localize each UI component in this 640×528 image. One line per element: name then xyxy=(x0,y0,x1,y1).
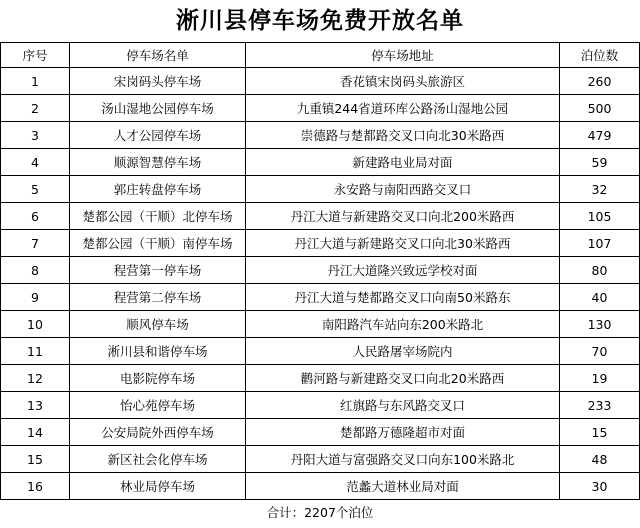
table-row xyxy=(1,284,640,311)
table-row xyxy=(1,230,640,257)
cell-index: 6 xyxy=(1,203,70,230)
cell-name: 公安局院外西停车场 xyxy=(70,419,246,446)
table-row xyxy=(1,473,640,500)
table-body xyxy=(1,68,640,500)
table-row xyxy=(1,203,640,230)
cell-spaces: 233 xyxy=(560,392,640,419)
cell-name: 人才公园停车场 xyxy=(70,122,246,149)
cell-spaces: 105 xyxy=(560,203,640,230)
table-row xyxy=(1,122,640,149)
cell-index: 11 xyxy=(1,338,70,365)
table-row xyxy=(1,446,640,473)
cell-address: 丹阳大道与富强路交叉口向东100米路北 xyxy=(246,446,560,473)
cell-index: 14 xyxy=(1,419,70,446)
cell-index: 10 xyxy=(1,311,70,338)
cell-spaces: 80 xyxy=(560,257,640,284)
cell-spaces: 59 xyxy=(560,149,640,176)
cell-spaces: 260 xyxy=(560,68,640,95)
cell-name: 顺源智慧停车场 xyxy=(70,149,246,176)
cell-name: 汤山湿地公园停车场 xyxy=(70,95,246,122)
cell-name: 郭庄转盘停车场 xyxy=(70,176,246,203)
cell-name: 楚都公园（干顺）北停车场 xyxy=(70,203,246,230)
header-address: 停车场地址 xyxy=(246,43,560,68)
table-row xyxy=(1,176,640,203)
cell-name: 顺风停车场 xyxy=(70,311,246,338)
cell-name: 楚都公园（干顺）南停车场 xyxy=(70,230,246,257)
table-header-row xyxy=(1,43,640,68)
header-index: 序号 xyxy=(1,43,70,68)
cell-address: 丹江大道与新建路交叉口向北200米路西 xyxy=(246,203,560,230)
cell-address: 南阳路汽车站向东200米路北 xyxy=(246,311,560,338)
table-row xyxy=(1,257,640,284)
cell-address: 范蠡大道林业局对面 xyxy=(246,473,560,500)
cell-index: 15 xyxy=(1,446,70,473)
cell-name: 林业局停车场 xyxy=(70,473,246,500)
cell-index: 4 xyxy=(1,149,70,176)
cell-address: 丹江大道与楚都路交叉口向南50米路东 xyxy=(246,284,560,311)
cell-name: 电影院停车场 xyxy=(70,365,246,392)
cell-spaces: 479 xyxy=(560,122,640,149)
cell-index: 5 xyxy=(1,176,70,203)
cell-address: 红旗路与东风路交叉口 xyxy=(246,392,560,419)
cell-spaces: 15 xyxy=(560,419,640,446)
cell-spaces: 500 xyxy=(560,95,640,122)
cell-address: 丹江大道隆兴致远学校对面 xyxy=(246,257,560,284)
cell-spaces: 30 xyxy=(560,473,640,500)
cell-index: 16 xyxy=(1,473,70,500)
cell-spaces: 70 xyxy=(560,338,640,365)
parking-table xyxy=(0,42,640,500)
cell-address: 九重镇244省道环库公路汤山湿地公园 xyxy=(246,95,560,122)
cell-name: 新区社会化停车场 xyxy=(70,446,246,473)
table-row xyxy=(1,149,640,176)
header-spaces: 泊位数 xyxy=(560,43,640,68)
cell-address: 香花镇宋岗码头旅游区 xyxy=(246,68,560,95)
cell-index: 1 xyxy=(1,68,70,95)
cell-spaces: 48 xyxy=(560,446,640,473)
cell-index: 2 xyxy=(1,95,70,122)
table-row xyxy=(1,419,640,446)
cell-address: 丹江大道与新建路交叉口向北30米路西 xyxy=(246,230,560,257)
cell-index: 12 xyxy=(1,365,70,392)
cell-address: 人民路屠宰场院内 xyxy=(246,338,560,365)
cell-index: 7 xyxy=(1,230,70,257)
cell-index: 9 xyxy=(1,284,70,311)
header-name: 停车场名单 xyxy=(70,43,246,68)
cell-spaces: 107 xyxy=(560,230,640,257)
cell-index: 8 xyxy=(1,257,70,284)
cell-address: 崇德路与楚都路交叉口向北30米路西 xyxy=(246,122,560,149)
cell-spaces: 19 xyxy=(560,365,640,392)
cell-spaces: 32 xyxy=(560,176,640,203)
cell-name: 怡心苑停车场 xyxy=(70,392,246,419)
cell-name: 程营第一停车场 xyxy=(70,257,246,284)
cell-name: 淅川县和谐停车场 xyxy=(70,338,246,365)
cell-name: 程营第二停车场 xyxy=(70,284,246,311)
table-row xyxy=(1,311,640,338)
cell-address: 楚都路万德隆超市对面 xyxy=(246,419,560,446)
cell-address: 鹳河路与新建路交叉口向北20米路西 xyxy=(246,365,560,392)
cell-index: 3 xyxy=(1,122,70,149)
table-row xyxy=(1,365,640,392)
table-row xyxy=(1,68,640,95)
cell-spaces: 130 xyxy=(560,311,640,338)
table-row xyxy=(1,95,640,122)
cell-address: 永安路与南阳西路交叉口 xyxy=(246,176,560,203)
table-row xyxy=(1,338,640,365)
cell-name: 宋岗码头停车场 xyxy=(70,68,246,95)
cell-address: 新建路电业局对面 xyxy=(246,149,560,176)
total-summary: 合计：2207个泊位 xyxy=(266,505,374,520)
table-row xyxy=(1,392,640,419)
cell-spaces: 40 xyxy=(560,284,640,311)
cell-index: 13 xyxy=(1,392,70,419)
document-title: 淅川县停车场免费开放名单 xyxy=(176,7,464,34)
